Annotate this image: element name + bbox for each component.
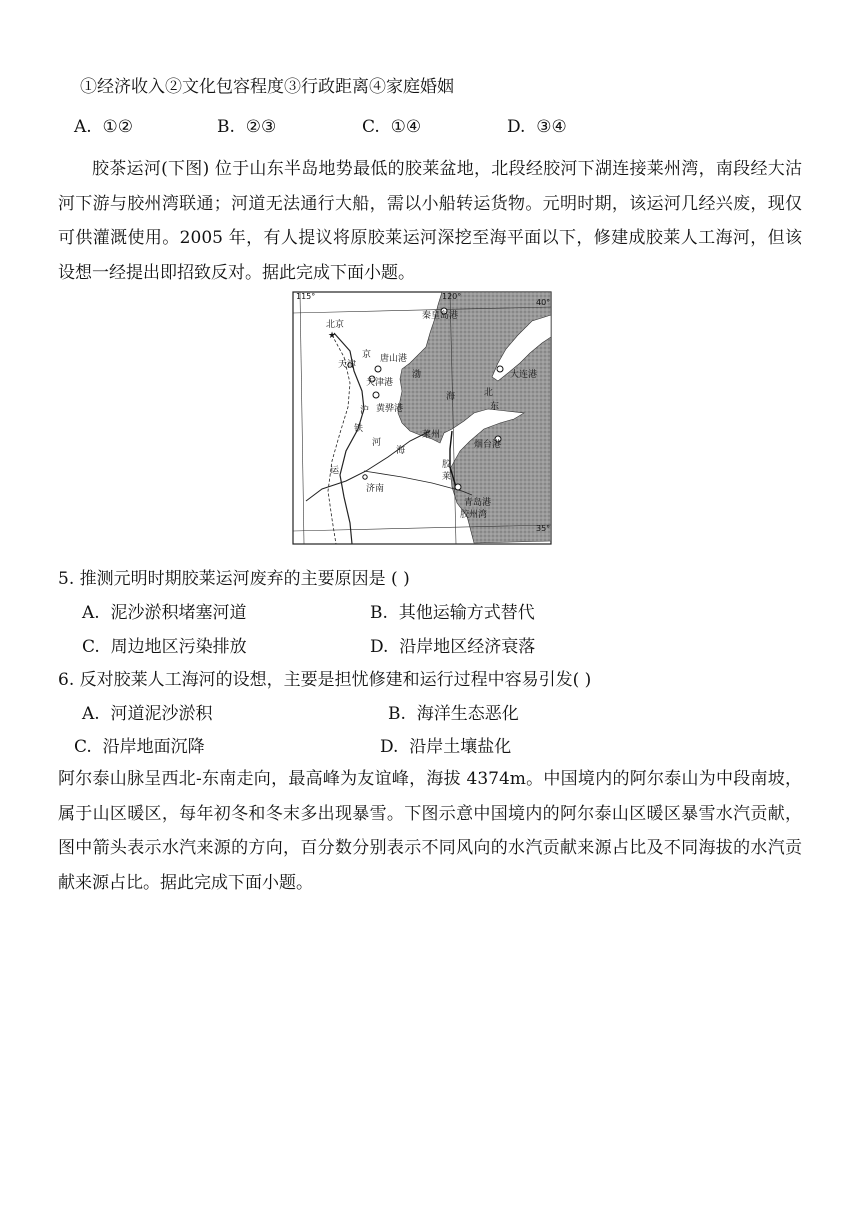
option-letter: D. xyxy=(380,737,399,757)
option-letter: D. xyxy=(507,117,526,137)
option-letter: A. xyxy=(74,117,92,137)
huanghua-port-mark xyxy=(373,392,379,398)
option-letter: C. xyxy=(74,737,92,757)
q6-stem: 6. 反对胶莱人工海河的设想，主要是担忧修建和运行过程中容易引发( ) xyxy=(58,670,592,690)
jiaolai-canal-map xyxy=(292,291,554,547)
option-letter: C. xyxy=(362,117,380,137)
label-tie: 铁 xyxy=(354,424,364,434)
label-tangshan: 唐山港 xyxy=(380,354,408,364)
option-letter: B. xyxy=(370,603,388,623)
label-dong: 东 xyxy=(490,402,500,412)
label-qinhuangdao: 秦皇岛港 xyxy=(422,311,459,321)
label-jinan: 济南 xyxy=(366,484,385,494)
option-letter: A. xyxy=(82,603,100,623)
option-letter: A. xyxy=(82,704,100,724)
q5-stem: 5. 推测元明时期胶莱运河废弃的主要原因是 ( ) xyxy=(58,569,410,589)
label-lai: 莱 xyxy=(442,472,452,482)
option-text: 沿岸地面沉降 xyxy=(102,737,205,757)
label-he: 河 xyxy=(372,438,382,448)
label-yantai: 烟台港 xyxy=(474,440,502,450)
q4-option-a[interactable] xyxy=(74,117,133,137)
beijing-star: ★ xyxy=(328,331,337,341)
q4-option-b[interactable] xyxy=(217,117,276,137)
label-huanghua: 黄骅港 xyxy=(376,404,404,414)
label-laizhou: 莱州 xyxy=(422,430,441,440)
dalian-port-mark xyxy=(497,366,503,372)
option-text: ③④ xyxy=(536,117,567,137)
map-svg xyxy=(292,291,554,547)
label-bei: 北 xyxy=(484,388,494,398)
label-yun: 运 xyxy=(330,466,340,476)
option-text: 其他运输方式替代 xyxy=(398,603,535,623)
coord-lon-115: 115° xyxy=(296,292,316,301)
label-tianjin: 天津 xyxy=(338,360,357,370)
option-letter: B. xyxy=(217,117,235,137)
option-text: 河道泥沙淤积 xyxy=(110,704,213,724)
label-jiaozhou-bay: 胶州湾 xyxy=(460,510,488,520)
q4-option-c[interactable] xyxy=(362,117,421,137)
option-text: ①④ xyxy=(390,117,422,137)
label-tianjin-port: 天津港 xyxy=(366,378,394,388)
option-text: ①② xyxy=(102,117,133,137)
label-jing: 京 xyxy=(362,350,372,360)
label-hai-sea: 海 xyxy=(396,446,406,456)
coord-lat-35: 35° xyxy=(536,524,551,533)
label-dalian: 大连港 xyxy=(510,370,538,380)
label-beijing: 北京 xyxy=(326,320,345,330)
label-bo: 渤 xyxy=(412,370,422,380)
coord-lon-120: 120° xyxy=(442,292,462,301)
q6-option-c[interactable] xyxy=(74,732,205,757)
option-text: 沿岸土壤盐化 xyxy=(409,737,512,757)
q6-option-b[interactable] xyxy=(388,699,519,724)
q5-option-a[interactable] xyxy=(82,598,247,623)
qingdao-port-mark xyxy=(455,484,461,490)
q4-option-d[interactable] xyxy=(507,117,567,137)
q6-option-a[interactable] xyxy=(82,699,213,724)
option-letter: B. xyxy=(388,704,406,724)
option-letter: C. xyxy=(82,637,100,657)
label-hu: 沪 xyxy=(360,406,370,416)
option-text: 海洋生态恶化 xyxy=(416,704,519,724)
q5-option-c[interactable] xyxy=(82,632,247,657)
q5-option-b[interactable] xyxy=(370,598,535,623)
option-text: ②③ xyxy=(245,117,277,137)
passage-jiaolai-canal: 胶茶运河(下图) 位于山东半岛地势最低的胶莱盆地，北段经胶河下湖连接莱州湾，南段经大沽河下游与胶州湾联通；河道无法通行大船，需以小船转运货物。元明时期，该运河几经兴废，现仅可供灌溉使用。2005 年，有人提议将原胶莱运河深挖至海平面以下，修建成胶莱人工海河，但该设想一经提出即招致反对。据此完成下面小题。 xyxy=(58,159,802,283)
coord-lat-40: 40° xyxy=(536,298,551,307)
tangshan-port-mark xyxy=(375,366,381,372)
option-text: 泥沙淤积堵塞河道 xyxy=(110,603,247,623)
option-letter: D. xyxy=(370,637,389,657)
label-jiao: 胶 xyxy=(442,460,452,470)
option-text: 周边地区污染排放 xyxy=(110,637,247,657)
passage-altai-snowstorm: 阿尔泰山脉呈西北-东南走向，最高峰为友谊峰，海拔 4374m。中国境内的阿尔泰山为中段南坡，属于山区暖区，每年初冬和冬末多出现暴雪。下图示意中国境内的阿尔泰山区暖区暴雪水汽贡献，图中箭头表示水汽来源的方向，百分数分别表示不同风向的水汽贡献来源占比及不同海拔的水汽贡献来源占比。据此完成下面小题。 xyxy=(58,769,802,893)
label-qingdao: 青岛港 xyxy=(464,498,492,508)
option-text: 沿岸地区经济衰落 xyxy=(399,637,536,657)
factors-line: ①经济收入②文化包容程度③行政距离④家庭婚姻 xyxy=(80,77,454,97)
label-bohai: 海 xyxy=(446,392,456,402)
q6-option-d[interactable] xyxy=(380,732,511,757)
q5-option-d[interactable] xyxy=(370,632,535,657)
